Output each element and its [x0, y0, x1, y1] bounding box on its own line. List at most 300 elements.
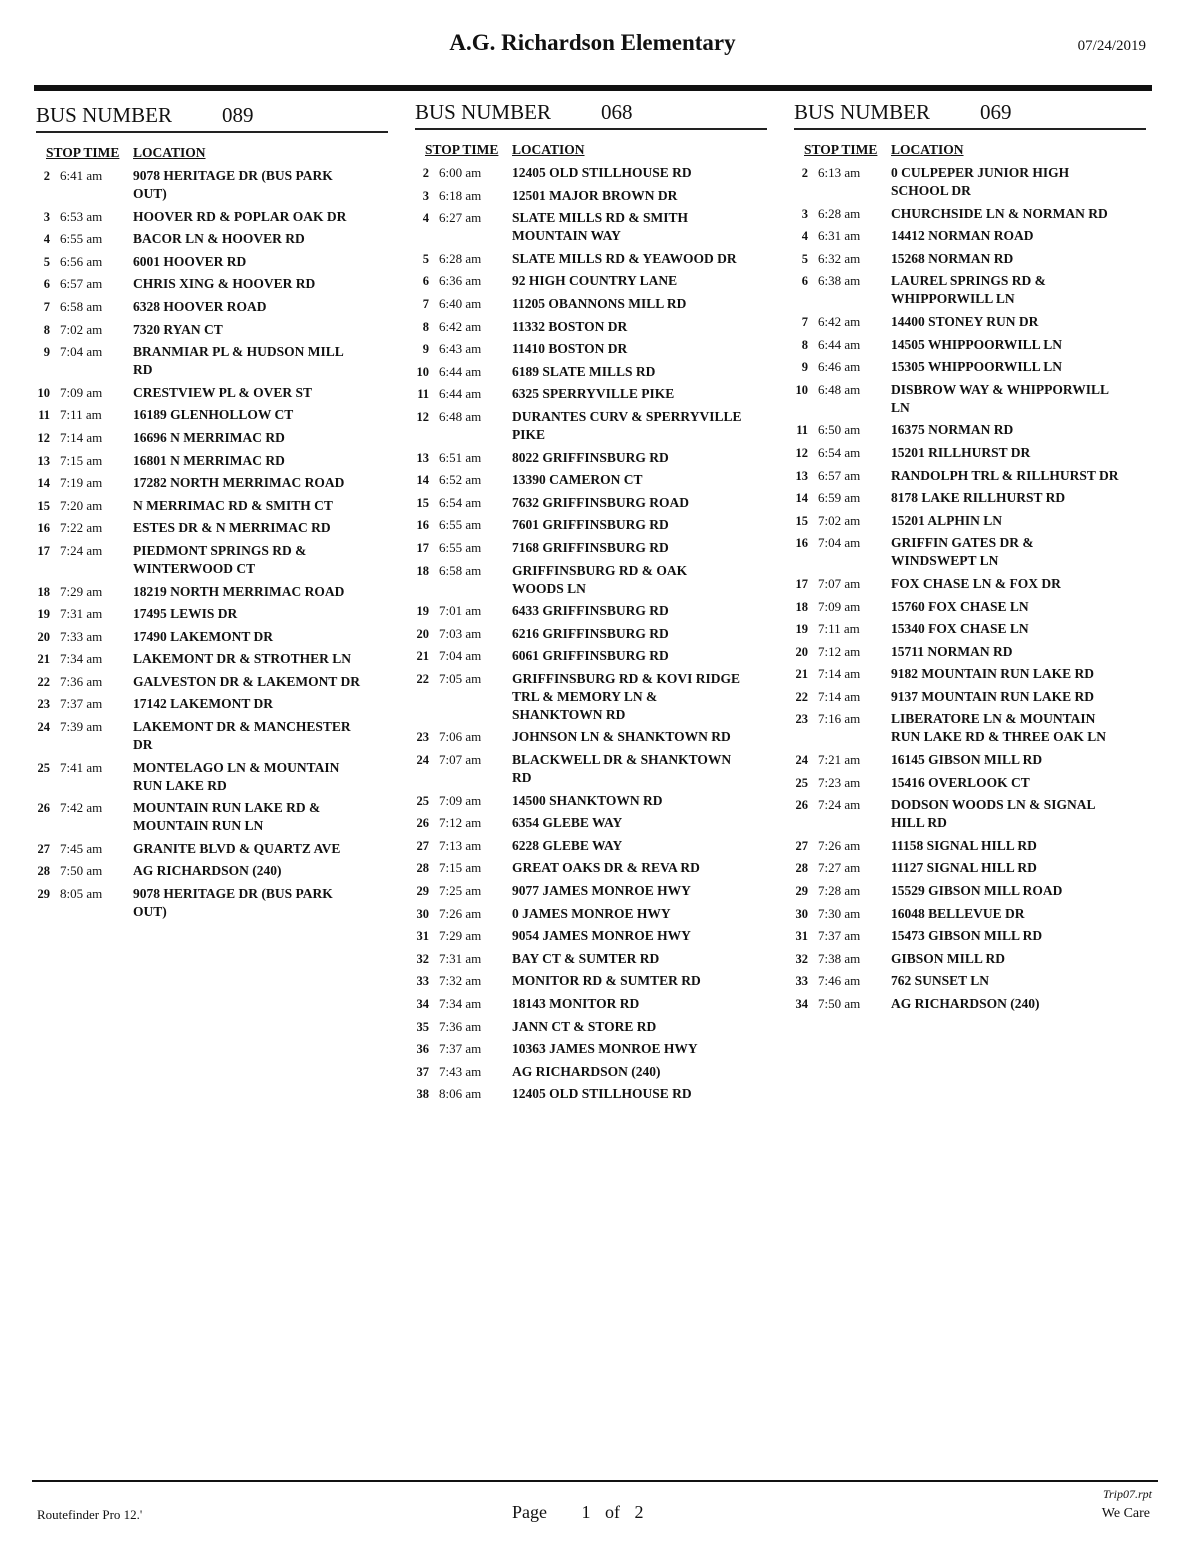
location-header: LOCATION [512, 142, 585, 157]
stop-row [415, 385, 767, 403]
stop-seq: 31 [416, 929, 429, 944]
stop-row [794, 272, 1146, 308]
stop-location: LAUREL SPRINGS RD & WHIPPORWILL LN [891, 273, 1046, 307]
stop-row [415, 449, 767, 467]
stop-time: 7:07 am [439, 752, 482, 768]
stop-location: 17490 LAKEMONT DR [133, 628, 274, 644]
stop-location: FOX CHASE LN & FOX DR [891, 575, 1061, 591]
stop-location: LAKEMONT DR & STROTHER LN [133, 651, 352, 667]
stop-location: 6433 GRIFFINSBURG RD [512, 603, 669, 619]
page-total: 2 [634, 1502, 644, 1522]
stop-row [36, 862, 388, 880]
stop-location: LAKEMONT DR & MANCHESTER DR [133, 719, 351, 753]
stop-location: 6061 GRIFFINSBURG RD [512, 648, 669, 664]
column-headers [36, 145, 388, 167]
stop-row [36, 542, 388, 578]
stop-location: DURANTES CURV & SPERRYVILLE PIKE [512, 408, 742, 442]
stop-time: 6:00 am [439, 165, 482, 180]
stop-row [415, 728, 767, 746]
stop-time: 7:11 am [818, 621, 860, 637]
stop-seq: 8 [43, 322, 50, 337]
stop-row [36, 519, 388, 537]
stop-seq: 30 [416, 906, 429, 921]
stop-row [36, 474, 388, 492]
stop-row [415, 1063, 767, 1081]
stop-seq: 38 [416, 1087, 429, 1102]
stop-row [415, 859, 767, 877]
stop-seq: 10 [37, 385, 50, 400]
stop-location: 16801 N MERRIMAC RD [133, 452, 285, 468]
stop-location: 18219 NORTH MERRIMAC ROAD [133, 583, 345, 599]
route-column-1 [36, 101, 388, 926]
stop-time: 7:25 am [439, 883, 482, 899]
stop-location: 15340 FOX CHASE LN [891, 621, 1029, 637]
stop-row [415, 1085, 767, 1103]
stop-location: GRIFFINSBURG RD & OAK WOODS LN [512, 562, 688, 596]
stop-time: 7:38 am [818, 950, 861, 966]
stop-list [36, 167, 388, 921]
stop-time: 6:44 am [818, 336, 861, 352]
stop-seq: 8 [422, 319, 429, 334]
stop-seq: 19 [37, 607, 50, 622]
stop-row [36, 208, 388, 226]
stop-time: 7:24 am [60, 542, 103, 558]
stop-time: 7:41 am [60, 759, 103, 775]
stop-seq: 25 [416, 793, 429, 808]
tagline: We Care [1101, 1506, 1150, 1521]
stop-row [794, 972, 1146, 990]
stop-row [415, 295, 767, 313]
stop-row [794, 358, 1146, 376]
stop-time: 7:29 am [60, 583, 103, 599]
stop-row [415, 187, 767, 205]
stop-seq: 23 [795, 712, 808, 727]
stop-location: 16696 N MERRIMAC RD [133, 429, 285, 445]
stop-time: 7:13 am [439, 837, 482, 853]
stop-time-header: STOP TIME [804, 142, 878, 157]
stop-seq: 20 [416, 626, 429, 641]
stop-time: 7:02 am [818, 512, 861, 528]
stop-location: 7632 GRIFFINSBURG ROAD [512, 494, 690, 510]
bus-header [415, 98, 767, 130]
page-indicator [512, 1502, 648, 1523]
page-label: Page [512, 1502, 547, 1522]
stop-seq: 25 [37, 760, 50, 775]
bus-number-label: BUS NUMBER [36, 103, 172, 127]
stop-row [415, 882, 767, 900]
report-date: 07/24/2019 [1077, 38, 1146, 54]
stop-time: 7:04 am [818, 535, 861, 551]
stop-location: 11410 BOSTON DR [512, 341, 628, 357]
stop-seq: 13 [416, 450, 429, 465]
stop-row [36, 695, 388, 713]
stop-row [794, 643, 1146, 661]
stop-location: 6328 HOOVER ROAD [133, 298, 267, 314]
stop-location: JOHNSON LN & SHANKTOWN RD [512, 729, 731, 745]
stop-time: 7:15 am [60, 452, 103, 468]
stop-row [794, 534, 1146, 570]
stop-seq: 9 [422, 342, 429, 357]
bus-number: 069 [980, 100, 1012, 124]
stop-time: 6:53 am [60, 208, 103, 224]
stop-time: 7:07 am [818, 575, 861, 591]
stop-time: 7:27 am [818, 860, 861, 876]
stop-location: 15201 RILLHURST DR [891, 444, 1031, 460]
stop-seq: 31 [795, 929, 808, 944]
stop-location: 6354 GLEBE WAY [512, 815, 623, 831]
column-headers [794, 142, 1146, 164]
stop-row [794, 250, 1146, 268]
stop-seq: 14 [37, 476, 50, 491]
stop-location: GRIFFINSBURG RD & KOVI RIDGE TRL & MEMORY LN & SHANKTOWN RD [512, 670, 741, 722]
stop-row [415, 340, 767, 358]
stop-row [415, 562, 767, 598]
stop-location: RANDOLPH TRL & RILLHURST DR [891, 467, 1119, 483]
stop-row [415, 494, 767, 512]
stop-time: 7:26 am [818, 837, 861, 853]
stop-time: 7:14 am [60, 429, 103, 445]
stop-time: 7:12 am [818, 643, 861, 659]
stop-seq: 30 [795, 906, 808, 921]
stop-time: 7:42 am [60, 800, 103, 816]
stop-seq: 19 [795, 622, 808, 637]
stop-row [36, 885, 388, 921]
stop-seq: 8 [801, 337, 808, 352]
stop-time: 7:14 am [818, 666, 861, 682]
stop-row [415, 602, 767, 620]
header-rule [34, 85, 1152, 91]
stop-time: 6:41 am [60, 168, 103, 183]
stop-seq: 6 [422, 274, 429, 289]
stop-time: 7:31 am [439, 950, 482, 966]
stop-location: MONTELAGO LN & MOUNTAIN RUN LAKE RD [133, 759, 340, 793]
stop-seq: 9 [43, 345, 50, 360]
stop-seq: 3 [43, 209, 50, 224]
stop-location: AG RICHARDSON (240) [512, 1063, 661, 1079]
stop-time: 7:36 am [60, 673, 103, 689]
stop-time: 7:37 am [60, 696, 103, 712]
stop-location: 15760 FOX CHASE LN [891, 598, 1029, 614]
stop-location: 13390 CAMERON CT [512, 472, 643, 488]
stop-location: 18143 MONITOR RD [512, 996, 640, 1011]
stop-time: 6:42 am [439, 318, 482, 334]
stop-location: 12405 OLD STILLHOUSE RD [512, 165, 692, 180]
stop-seq: 29 [37, 887, 50, 902]
stop-row [794, 336, 1146, 354]
stop-time: 6:57 am [818, 467, 861, 483]
stop-row [794, 774, 1146, 792]
stop-time: 6:58 am [439, 562, 482, 578]
stop-row [415, 164, 767, 182]
stop-location: N MERRIMAC RD & SMITH CT [133, 497, 333, 513]
stop-list [794, 164, 1146, 1013]
stop-time: 7:09 am [818, 598, 861, 614]
stop-row [36, 497, 388, 515]
bus-number-label: BUS NUMBER [794, 100, 930, 124]
stop-location: BACOR LN & HOOVER RD [133, 231, 305, 247]
stop-row [415, 814, 767, 832]
location-header: LOCATION [891, 142, 964, 157]
bus-number: 068 [601, 100, 633, 124]
stop-row [36, 167, 388, 203]
stop-row [794, 489, 1146, 507]
stop-seq: 3 [801, 206, 808, 221]
stop-time: 6:43 am [439, 341, 482, 357]
report-file: Trip07.rpt [1102, 1487, 1152, 1501]
stop-location: 6228 GLEBE WAY [512, 837, 623, 853]
stop-time: 7:37 am [439, 1041, 482, 1057]
stop-row [794, 837, 1146, 855]
stop-location: 17142 LAKEMONT DR [133, 696, 274, 712]
stop-location: 16048 BELLEVUE DR [891, 905, 1025, 921]
bus-number-label: BUS NUMBER [415, 100, 551, 124]
stop-seq: 11 [417, 387, 429, 402]
stop-seq: 7 [43, 299, 50, 314]
stop-seq: 24 [795, 753, 808, 768]
stop-time: 6:44 am [439, 363, 482, 379]
stop-location: BAY CT & SUMTER RD [512, 950, 660, 966]
stop-location: JANN CT & STORE RD [512, 1018, 657, 1034]
stop-time: 7:11 am [60, 407, 102, 423]
stop-location: MONITOR RD & SUMTER RD [512, 973, 701, 989]
stop-location: 16375 NORMAN RD [891, 422, 1014, 438]
stop-time-header: STOP TIME [425, 142, 499, 157]
stop-seq: 35 [416, 1019, 429, 1034]
stop-row [36, 275, 388, 293]
stop-time: 7:32 am [439, 973, 482, 989]
bus-header [36, 101, 388, 133]
stop-row [36, 343, 388, 379]
stop-row [794, 421, 1146, 439]
stop-row [415, 670, 767, 724]
stop-time: 6:42 am [818, 313, 861, 329]
stop-location: 9078 HERITAGE DR (BUS PARK OUT) [133, 886, 333, 920]
stop-row [36, 253, 388, 271]
stop-time: 7:37 am [818, 928, 861, 944]
stop-row [794, 751, 1146, 769]
stop-location: HOOVER RD & POPLAR OAK DR [133, 208, 347, 224]
stop-seq: 33 [795, 974, 808, 989]
stop-time: 7:33 am [60, 628, 103, 644]
stop-seq: 22 [416, 671, 429, 686]
stop-seq: 11 [38, 408, 50, 423]
stop-seq: 22 [37, 674, 50, 689]
stop-seq: 4 [43, 232, 50, 247]
bus-header [794, 98, 1146, 130]
stop-time: 6:54 am [439, 494, 482, 510]
location-header: LOCATION [133, 145, 206, 160]
stop-seq: 28 [37, 864, 50, 879]
stop-seq: 36 [416, 1042, 429, 1057]
stop-seq: 6 [801, 274, 808, 289]
stop-seq: 21 [416, 649, 429, 664]
stop-row [36, 406, 388, 424]
stop-time: 6:51 am [439, 449, 482, 465]
stop-seq: 23 [416, 730, 429, 745]
software-name: Routefinder Pro 12.' [37, 1507, 143, 1522]
stop-row [415, 647, 767, 665]
stop-row [794, 620, 1146, 638]
stop-location: 16189 GLENHOLLOW CT [133, 407, 294, 423]
stop-location: 15305 WHIPPOORWILL LN [891, 359, 1063, 375]
stop-location: 7320 RYAN CT [133, 321, 223, 337]
stop-row [794, 950, 1146, 968]
stop-time: 6:52 am [439, 472, 482, 488]
stop-location: 10363 JAMES MONROE HWY [512, 1041, 698, 1057]
stop-time: 6:28 am [818, 205, 861, 221]
stop-row [415, 1018, 767, 1036]
stop-location: 6216 GRIFFINSBURG RD [512, 625, 669, 641]
stop-time: 6:27 am [439, 210, 482, 226]
stop-row [415, 751, 767, 787]
stop-row [794, 882, 1146, 900]
stop-seq: 29 [795, 884, 808, 899]
stop-row [794, 467, 1146, 485]
stop-seq: 10 [416, 364, 429, 379]
stop-location: 762 SUNSET LN [891, 973, 990, 989]
stop-row [415, 625, 767, 643]
stop-seq: 2 [422, 166, 429, 180]
stop-seq: 32 [416, 951, 429, 966]
stop-seq: 5 [43, 254, 50, 269]
stop-seq: 34 [795, 997, 808, 1011]
stop-location: CRESTVIEW PL & OVER ST [133, 384, 313, 400]
stop-seq: 5 [422, 251, 429, 266]
stop-location: AG RICHARDSON (240) [891, 996, 1040, 1011]
stop-time: 7:09 am [60, 384, 103, 400]
stop-time: 7:22 am [60, 520, 103, 536]
stop-seq: 4 [801, 229, 808, 244]
of-label: of [605, 1502, 620, 1522]
stop-row [36, 628, 388, 646]
stop-row [415, 792, 767, 810]
stop-location: 6189 SLATE MILLS RD [512, 363, 656, 379]
stop-seq: 9 [801, 360, 808, 375]
stop-row [794, 381, 1146, 417]
stop-time: 6:40 am [439, 295, 482, 311]
stop-row [794, 796, 1146, 832]
stop-time: 6:56 am [60, 253, 103, 269]
stop-seq: 15 [795, 513, 808, 528]
stop-seq: 19 [416, 604, 429, 619]
stop-location: 14400 STONEY RUN DR [891, 313, 1039, 329]
stop-seq: 2 [43, 169, 50, 183]
stop-row [415, 250, 767, 268]
stop-location: 9182 MOUNTAIN RUN LAKE RD [891, 666, 1095, 682]
stop-seq: 32 [795, 951, 808, 966]
stop-time: 7:01 am [439, 603, 482, 619]
stop-time: 6:48 am [439, 408, 482, 424]
stop-location: 17495 LEWIS DR [133, 606, 238, 622]
stop-row [415, 950, 767, 968]
stop-seq: 5 [801, 251, 808, 266]
stop-time: 8:05 am [60, 886, 103, 902]
stop-seq: 17 [795, 576, 808, 591]
stop-time: 6:31 am [818, 228, 861, 244]
stop-location: 9077 JAMES MONROE HWY [512, 883, 691, 899]
stop-row [36, 583, 388, 601]
stop-seq: 13 [37, 453, 50, 468]
stop-time: 7:03 am [439, 625, 482, 641]
stop-row [794, 164, 1146, 200]
stop-location: CHRIS XING & HOOVER RD [133, 276, 316, 292]
stop-seq: 27 [416, 838, 429, 853]
stop-row [794, 205, 1146, 223]
stop-location: SLATE MILLS RD & YEAWOOD DR [512, 250, 737, 266]
stop-location: 11205 OBANNONS MILL RD [512, 295, 687, 311]
stop-time: 6:38 am [818, 273, 861, 289]
stop-time: 6:13 am [818, 165, 861, 180]
stop-time: 7:50 am [60, 863, 103, 879]
stop-list [415, 164, 767, 1103]
stop-location: SLATE MILLS RD & SMITH MOUNTAIN WAY [512, 210, 689, 244]
stop-time: 7:39 am [60, 719, 103, 735]
stop-location: 0 JAMES MONROE HWY [512, 905, 671, 921]
stop-row [794, 905, 1146, 923]
stop-row [794, 665, 1146, 683]
stop-location: GRIFFIN GATES DR & WINDSWEPT LN [891, 535, 1034, 569]
stop-time: 7:21 am [818, 752, 861, 768]
stop-location: 11332 BOSTON DR [512, 318, 628, 334]
stop-location: 17282 NORTH MERRIMAC ROAD [133, 475, 345, 491]
stop-location: GRANITE BLVD & QUARTZ AVE [133, 840, 341, 856]
stop-location: 15473 GIBSON MILL RD [891, 928, 1043, 944]
stop-location: 14412 NORMAN ROAD [891, 228, 1034, 244]
stop-location: 11158 SIGNAL HILL RD [891, 837, 1037, 853]
stop-seq: 27 [37, 841, 50, 856]
stop-seq: 18 [416, 563, 429, 578]
stop-seq: 26 [795, 798, 808, 813]
stop-row [794, 859, 1146, 877]
stop-time: 7:34 am [60, 651, 103, 667]
stop-seq: 12 [416, 409, 429, 424]
stop-seq: 7 [422, 296, 429, 311]
stop-location: 11127 SIGNAL HILL RD [891, 860, 1037, 876]
stop-seq: 14 [795, 491, 808, 506]
stop-location: 15529 GIBSON MILL ROAD [891, 883, 1063, 899]
stop-location: 16145 GIBSON MILL RD [891, 752, 1043, 768]
stop-seq: 17 [37, 543, 50, 558]
stop-location: 7601 GRIFFINSBURG RD [512, 517, 669, 533]
stop-location: GALVESTON DR & LAKEMONT DR [133, 673, 361, 689]
stop-time: 7:16 am [818, 711, 861, 727]
stop-time: 6:18 am [439, 187, 482, 203]
stop-time: 6:44 am [439, 386, 482, 402]
stop-location: 14505 WHIPPOORWILL LN [891, 336, 1063, 352]
stop-time: 7:02 am [60, 321, 103, 337]
stop-time: 6:54 am [818, 444, 861, 460]
stop-row [415, 363, 767, 381]
stop-time: 7:34 am [439, 996, 482, 1011]
stop-seq: 7 [801, 314, 808, 329]
column-headers [415, 142, 767, 164]
stop-row [794, 227, 1146, 245]
stop-row [36, 384, 388, 402]
stop-row [794, 575, 1146, 593]
stop-time: 7:09 am [439, 792, 482, 808]
stop-seq: 28 [795, 861, 808, 876]
stop-row [36, 605, 388, 623]
stop-row [36, 759, 388, 795]
stop-seq: 17 [416, 540, 429, 555]
stop-seq: 2 [801, 166, 808, 180]
route-column-2 [415, 98, 767, 1108]
stop-seq: 16 [416, 518, 429, 533]
stop-location: 12501 MAJOR BROWN DR [512, 187, 678, 203]
stop-seq: 15 [37, 498, 50, 513]
stop-location: 7168 GRIFFINSBURG RD [512, 539, 669, 555]
stop-time: 6:36 am [439, 273, 482, 289]
